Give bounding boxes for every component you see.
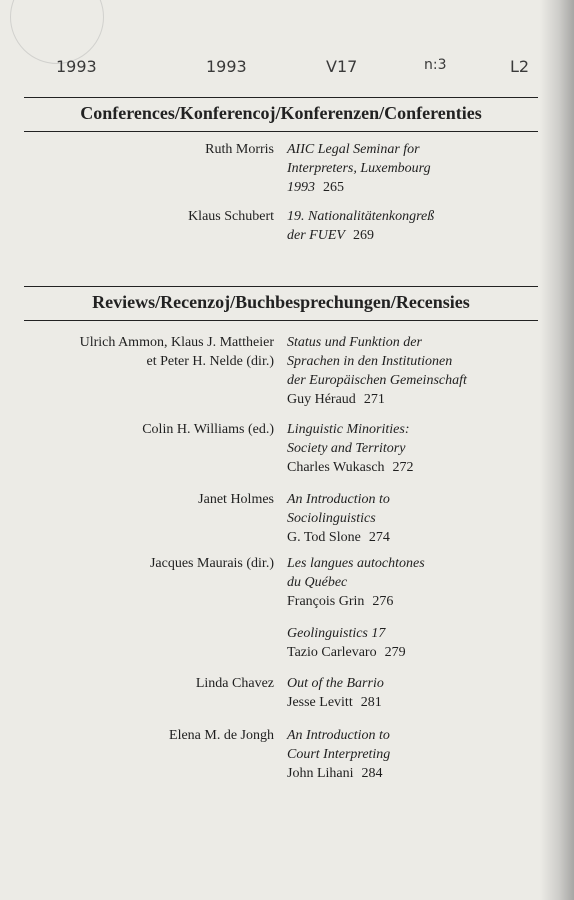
section-rule [24, 131, 538, 132]
entry-page-number: 274 [368, 530, 390, 545]
entry-reviewer: Guy Héraud [287, 392, 356, 407]
entry-page-number: 284 [361, 766, 383, 781]
entry-work [287, 490, 537, 547]
entry-page-number: 276 [372, 594, 394, 609]
conferences-heading: Conferences/Konferencoj/Konferenzen/Conferenties [80, 103, 482, 123]
entry-author: Jacques Maurais (dir.) [149, 556, 274, 571]
handwritten-note: L2 [510, 57, 530, 76]
reviews-heading: Reviews/Recenzoj/Buchbesprechungen/Recensies [92, 292, 470, 312]
entry-reviewer: François Grin [287, 594, 365, 609]
entry-page-number: 281 [360, 695, 382, 710]
entry-author: Ulrich Ammon, Klaus J. Mattheier et Peter H. Nelde (dir.) [79, 335, 274, 369]
entry-title: An Introduction to Court Interpreting [287, 728, 391, 762]
entry-title: Out of the Barrio [287, 676, 384, 691]
entry-work [287, 624, 537, 662]
entry-title: An Introduction to Sociolinguistics [287, 492, 390, 526]
entry-page-number: 265 [323, 180, 344, 195]
entry-work [287, 207, 537, 245]
entry-work [287, 554, 537, 611]
entry-reviewer: Jesse Levitt [287, 695, 353, 710]
entry-reviewer: Tazio Carlevaro [287, 645, 377, 660]
entry-author: Janet Holmes [198, 492, 274, 507]
library-stamp [10, 0, 104, 64]
entry-work [287, 333, 537, 409]
entry-work [287, 674, 537, 712]
entry-reviewer: G. Tod Slone [287, 530, 361, 545]
section-rule [24, 286, 538, 287]
entry-page-number: 271 [363, 392, 385, 407]
entry-work [287, 726, 537, 783]
entry-title: Geolinguistics 17 [287, 626, 386, 641]
entry-author: Klaus Schubert [188, 209, 274, 224]
handwritten-note: V17 [326, 57, 358, 76]
entry-author: Linda Chavez [195, 676, 274, 691]
entry-title: 19. Nationalitätenkongreß der FUEV [287, 209, 435, 243]
entry-work [287, 140, 537, 197]
handwritten-note: 1993 [206, 57, 247, 76]
section-rule [24, 97, 538, 98]
entry-reviewer: John Lihani [287, 766, 354, 781]
entry-page-number: 272 [392, 460, 414, 475]
entry-title: AIIC Legal Seminar for Interpreters, Luxembourg 1993 [287, 142, 431, 195]
entry-title: Status und Funktion der Sprachen in den Institutionen der Europäischen Gemeinschaft [287, 335, 467, 388]
entry-page-number: 269 [352, 228, 374, 243]
handwritten-note: n:3 [424, 57, 447, 73]
entry-work [287, 420, 537, 477]
section-rule [24, 320, 538, 321]
handwritten-note: 1993 [56, 57, 97, 76]
entry-author: Elena M. de Jongh [169, 728, 274, 743]
entry-author: Colin H. Williams (ed.) [142, 422, 274, 437]
entry-reviewer: Charles Wukasch [287, 460, 385, 475]
page-edge-shadow [540, 0, 574, 900]
entry-title: Les langues autochtones du Québec [287, 556, 425, 590]
entry-page-number: 279 [384, 645, 406, 660]
entry-author: Ruth Morris [205, 142, 274, 157]
entry-title: Linguistic Minorities: Society and Territory [287, 422, 410, 456]
